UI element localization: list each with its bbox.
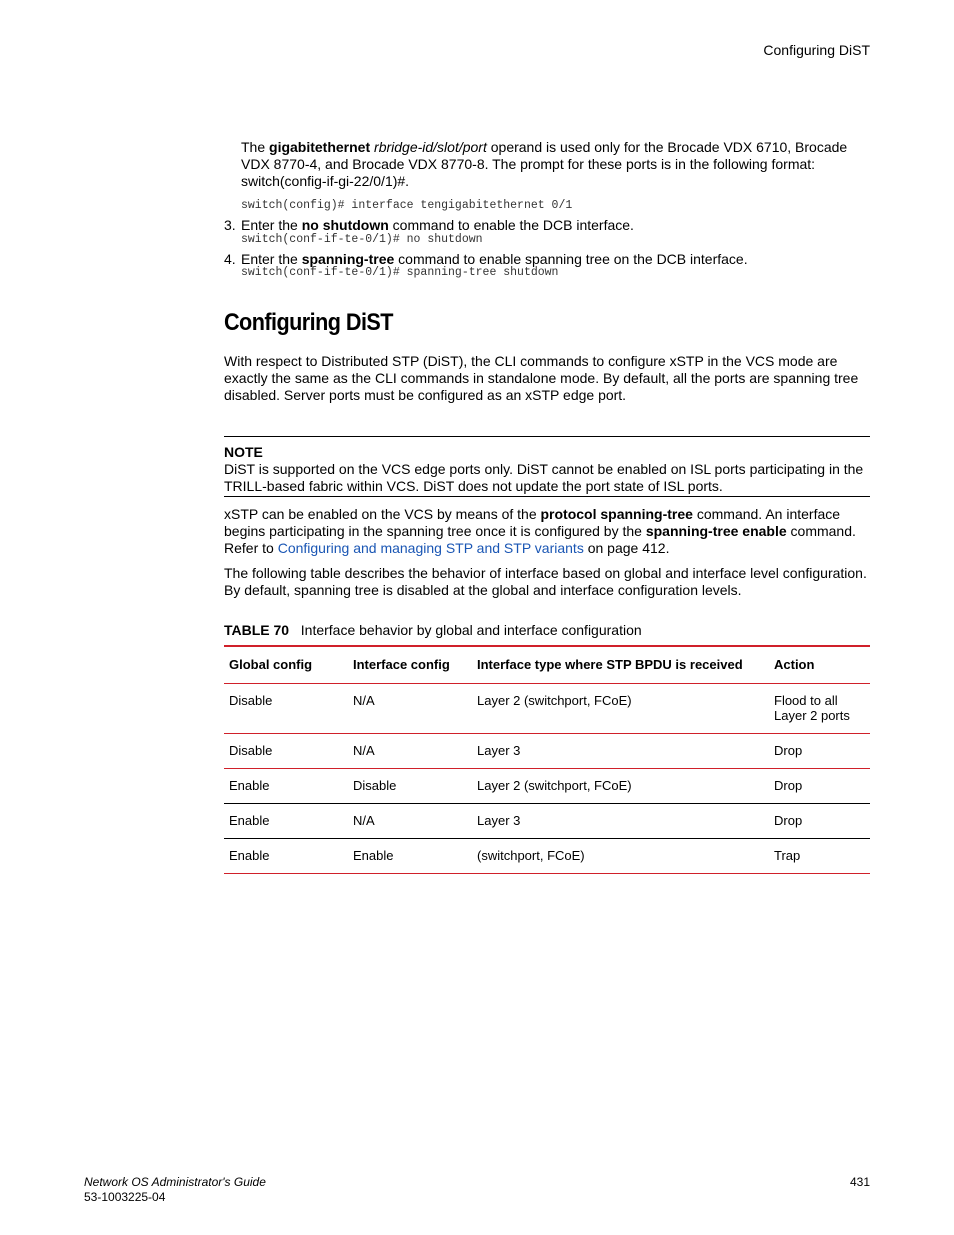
table-row bbox=[224, 734, 870, 769]
note-text: DiST is supported on the VCS edge ports only. DiST cannot be enabled on ISL ports participating in the TRILL-based fabric within VCS. DiST does not update the port state of ISL ports. bbox=[224, 461, 864, 494]
note-label: NOTE bbox=[224, 444, 263, 460]
table-cell: Layer 2 (switchport, FCoE) bbox=[477, 693, 632, 708]
section-paragraph: xSTP can be enabled on the VCS by means of the protocol spanning-tree command. An interface begins participating in the spanning tree once it is configured by the spanning-tree enable command. Refer to Configuring and managing STP and STP variants on page 412. bbox=[224, 506, 856, 556]
footer-doc-number: 53-1003225-04 bbox=[84, 1190, 166, 1204]
table-header-row bbox=[224, 646, 870, 684]
table-cell: Disable bbox=[229, 743, 273, 758]
cross-reference-link[interactable]: Configuring and managing STP and STP variants bbox=[277, 540, 584, 556]
command-gigabitethernet: gigabitethernet bbox=[269, 139, 371, 155]
step-text: Enter the no shutdown command to enable the DCB interface. bbox=[241, 217, 634, 233]
section-heading: Configuring DiST bbox=[224, 309, 393, 336]
table-cell: Drop bbox=[774, 813, 803, 828]
code-line: switch(conf-if-te-0/1)# spanning-tree shutdown bbox=[241, 266, 559, 279]
table-caption bbox=[224, 622, 642, 639]
note-bottom-rule bbox=[224, 496, 870, 497]
table-row bbox=[224, 804, 870, 839]
table-cell: Disable bbox=[353, 778, 397, 793]
column-header: Global config bbox=[229, 657, 313, 672]
table-cell: Trap bbox=[774, 848, 801, 863]
running-header: Configuring DiST bbox=[763, 42, 870, 58]
table-cell: Enable bbox=[229, 813, 270, 828]
table-cell: Layer 3 bbox=[477, 813, 521, 828]
table-cell: Disable bbox=[229, 693, 273, 708]
step-text: Enter the spanning-tree command to enable spanning tree on the DCB interface. bbox=[241, 251, 748, 267]
table-cell: N/A bbox=[353, 743, 375, 758]
section-paragraph: With respect to Distributed STP (DiST), the CLI commands to configure xSTP in the VCS mode are exactly the same as the CLI commands in standalone mode. By default, all the ports are spanning tree disabled. Server ports must be configured as an xSTP edge port. bbox=[224, 353, 859, 403]
code-line: switch(config)# interface tengigabitethernet 0/1 bbox=[241, 199, 573, 212]
column-header: Interface config bbox=[353, 657, 450, 672]
table-cell: Enable bbox=[229, 848, 270, 863]
intro-paragraph: The gigabitethernet rbridge-id/slot/port operand is used only for the Brocade VDX 6710, Brocade VDX 8770-4, and Brocade VDX 8770-8. The prompt for these ports is in the following format: switch(config-if-gi-22/0/1)#. bbox=[241, 139, 848, 189]
table-cell: Enable bbox=[353, 848, 394, 863]
footer-doc-title: Network OS Administrator's Guide bbox=[84, 1175, 266, 1189]
step-number: 3. bbox=[224, 217, 236, 233]
command-protocol-spanning-tree: protocol spanning-tree bbox=[540, 506, 693, 522]
table-row bbox=[224, 684, 870, 734]
column-header: Action bbox=[774, 657, 815, 672]
table-cell: N/A bbox=[353, 693, 375, 708]
table-cell: N/A bbox=[353, 813, 375, 828]
behavior-table bbox=[224, 645, 870, 874]
column-header: Interface type where STP BPDU is received bbox=[477, 657, 743, 672]
footer-page-number: 431 bbox=[849, 1175, 870, 1189]
table-cell: Drop bbox=[774, 743, 803, 758]
note-top-rule bbox=[224, 436, 870, 437]
table-cell: Layer 3 bbox=[477, 743, 521, 758]
table-cell: (switchport, FCoE) bbox=[477, 848, 585, 863]
section-paragraph: The following table describes the behavior of interface based on global and interface level configuration. By default, spanning tree is disabled at the global and interface configuration levels. bbox=[224, 565, 867, 598]
code-line: switch(conf-if-te-0/1)# no shutdown bbox=[241, 233, 483, 246]
command-spanning-tree-enable: spanning-tree enable bbox=[645, 523, 787, 539]
table-cell: Enable bbox=[229, 778, 270, 793]
table-cell: Drop bbox=[774, 778, 803, 793]
table-title: Interface behavior by global and interface configuration bbox=[300, 622, 642, 638]
table-row bbox=[224, 769, 870, 804]
operand-argument: rbridge-id/slot/port bbox=[374, 139, 487, 155]
table-cell: Flood to all Layer 2 ports bbox=[774, 693, 850, 723]
step-number: 4. bbox=[224, 251, 236, 267]
table-label: TABLE 70 bbox=[224, 622, 290, 638]
command-spanning-tree: spanning-tree bbox=[301, 251, 395, 267]
table-cell: Layer 2 (switchport, FCoE) bbox=[477, 778, 632, 793]
command-no-shutdown: no shutdown bbox=[301, 217, 389, 233]
table-row bbox=[224, 839, 870, 874]
